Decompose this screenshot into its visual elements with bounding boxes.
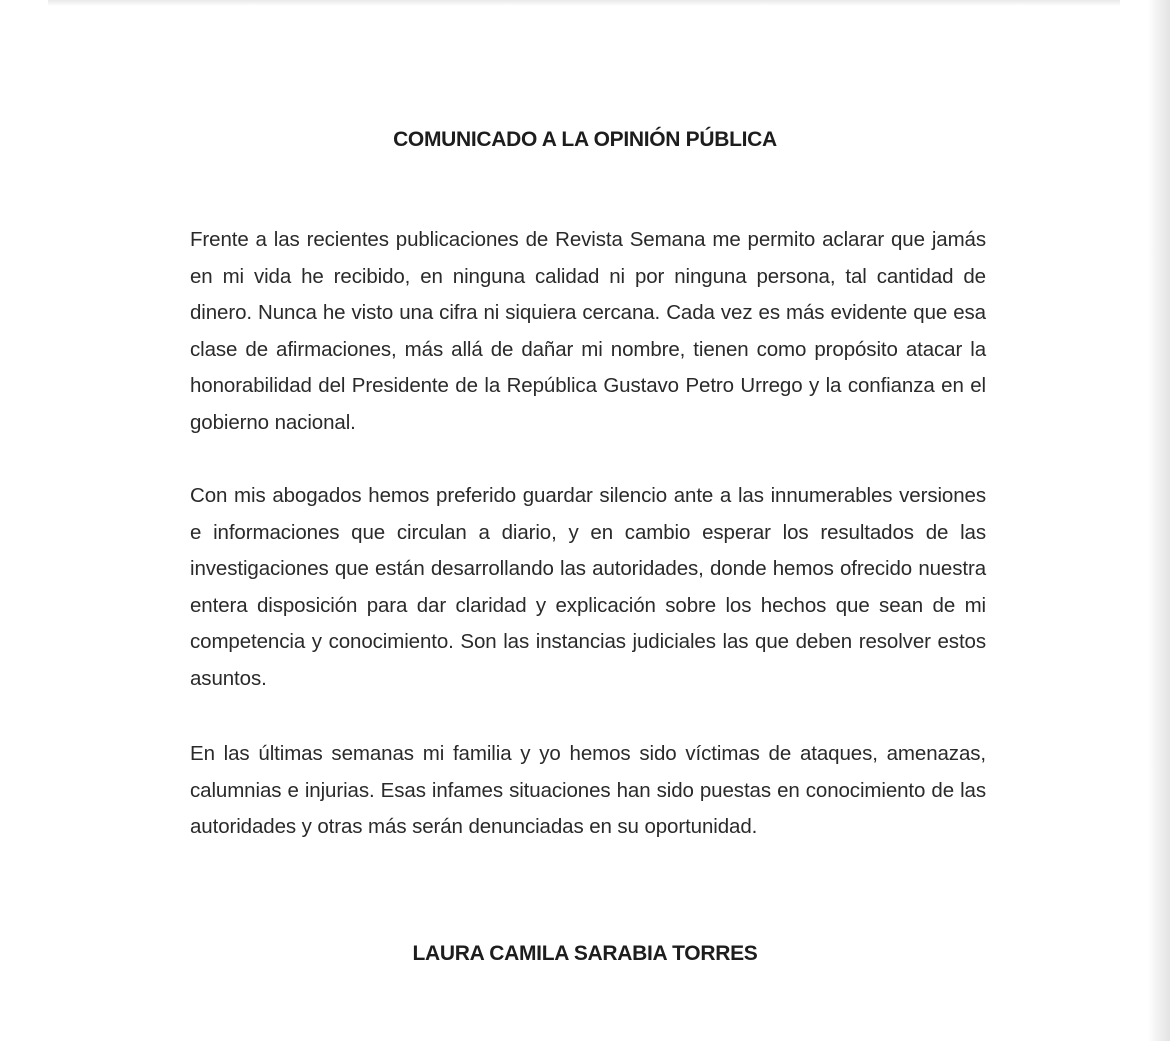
document-title: COMUNICADO A LA OPINIÓN PÚBLICA: [393, 128, 777, 151]
page-right-edge: [1148, 0, 1170, 1041]
paragraph-1: Frente a las recientes publicaciones de Revista Semana me permito aclarar que jamás en mi vida he recibido, en ninguna calidad ni por ninguna persona, tal cantidad de dinero. Nunca he visto una cifra ni siquiera cercana. Cada vez es más evidente que esa clase de afirmaciones, más allá de dañar mi nombre, tienen como propósito atacar la honorabilidad del Presidente de la República Gustavo Petro Urrego y la confianza en el gobierno nacional.: [190, 228, 986, 434]
paragraph-2: Con mis abogados hemos preferido guardar silencio ante a las innumerables versiones e informaciones que circulan a diario, y en cambio esperar los resultados de las investigaciones que están desarrollando las autoridades, donde hemos ofrecido nuestra entera disposición para dar claridad y explicación sobre los hechos que sean de mi competencia y conocimiento. Son las instancias judiciales las que deben resolver estos asuntos.: [190, 484, 986, 690]
signature-name: LAURA CAMILA SARABIA TORRES: [412, 942, 758, 965]
paragraph-3: En las últimas semanas mi familia y yo hemos sido víctimas de ataques, amenazas, calumnias e injurias. Esas infames situaciones han sido puestas en conocimiento de las autoridades y otras más serán denunciadas en su oportunidad.: [190, 742, 986, 839]
